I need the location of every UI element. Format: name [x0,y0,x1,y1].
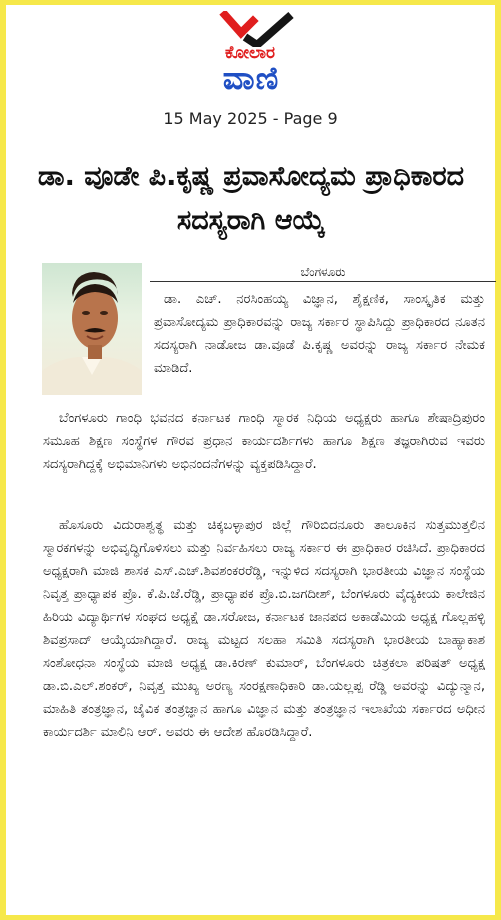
masthead [6,5,495,128]
logo-wordmark-line2: ವಾಣಿ [222,59,280,97]
edition-dateline: 15 May 2025 - Page 9 [163,109,338,128]
logo-wordmark-line1: ಕೋಲಾರ [224,43,276,63]
portrait-photo-image [42,263,142,395]
article-paragraph-1: ಡಾ. ಎಚ್. ನರಸಿಂಹಯ್ಯ ವಿಜ್ಞಾನ, ಶೈಕ್ಷಣಿಕ, ಸಾಂಸ್ಕೃತಿಕ ಮತ್ತು ಪ್ರವಾಸೋದ್ಯಮ ಪ್ರಾಧಿಕಾರವನ್ನು ರಾಜ್ಯ ಸರ್ಕಾರ ಸ್ಥಾಪಿಸಿದ್ದು ಪ್ರಾಧಿಕಾರದ ನೂತನ ಸದಸ್ಯರಾಗಿ ನಾಡೋಜ ಡಾ.ವೂಡೆ ಪಿ.ಕೃಷ್ಣ ಅವರನ್ನು ರಾಜ್ಯ ಸರ್ಕಾರ ನೇಮಕ ಮಾಡಿದೆ. [154,292,485,376]
article-paragraph-3: ಹೊಸೂರು ವಿದುರಾಶ್ವತ್ಥ ಮತ್ತು ಚಿಕ್ಕಬಳ್ಳಾಪುರ ಜಿಲ್ಲೆ ಗೌರಿಬಿದನೂರು ತಾಲೂಕಿನ ಸುತ್ತಮುತ್ತಲಿನ ಸ್ಮಾರಕಗಳನ್ನು ಅಭಿವೃದ್ಧಿಗೊಳಿಸಲು ಮತ್ತು ನಿರ್ವಹಿಸಲು ರಾಜ್ಯ ಸರ್ಕಾರ ಈ ಪ್ರಾಧಿಕಾರ ರಚಿಸಿದೆ. ಪ್ರಾಧಿಕಾರದ ಅಧ್ಯಕ್ಷರಾಗಿ ಮಾಜಿ ಶಾಸಕ ಎಸ್.ಎಚ್.ಶಿವಶಂಕರರೆಡ್ಡಿ, ಇನ್ನುಳಿದ ಸದಸ್ಯರಾಗಿ ಭಾರತೀಯ ವಿಜ್ಞಾನ ಸಂಸ್ಥೆಯ ನಿವೃತ್ತ ಪ್ರಾಧ್ಯಾಪಕ ಪ್ರೊ. ಕೆ.ಪಿ.ಜೆ.ರೆಡ್ಡಿ, ಪ್ರಾಧ್ಯಾಪಕ ಪ್ರೊ.ಬಿ.ಜಗದೀಶ್, ಬೆಂಗಳೂರು ವೈದ್ಯಕೀಯ ಕಾಲೇಜಿನ ಹಿರಿಯ ವಿದ್ಯಾರ್ಥಿಗಳ ಸಂಘದ ಅಧ್ಯಕ್ಷೆ ಡಾ.ಸರೋಜ, ಕರ್ನಾಟಕ ಜಾನಪದ ಅಕಾಡೆಮಿಯ ಅಧ್ಯಕ್ಷ ಗೊಲ್ಲಹಳ್ಳಿ ಶಿವಪ್ರಸಾದ್ ಆಯ್ಕೆಯಾಗಿದ್ದಾರೆ. ರಾಜ್ಯ ಮಟ್ಟದ ಸಲಹಾ ಸಮಿತಿ ಸದಸ್ಯರಾಗಿ ಭಾರತೀಯ ಬಾಹ್ಯಾಕಾಶ ಸಂಶೋಧನಾ ಸಂಸ್ಥೆಯ ಮಾಜಿ ಅಧ್ಯಕ್ಷ ಡಾ.ಕಿರಣ್ ಕುಮಾರ್, ಬೆಂಗಳೂರು ಚಿತ್ರಕಲಾ ಪರಿಷತ್ ಅಧ್ಯಕ್ಷ ಡಾ.ಬಿ.ಎಲ್.ಶಂಕರ್, ನಿವೃತ್ತ ಮುಖ್ಯ ಅರಣ್ಯ ಸಂರಕ್ಷಣಾಧಿಕಾರಿ ಡಾ.ಯಲ್ಲಪ್ಪ ರೆಡ್ಡಿ ಅವರನ್ನು ವಿದ್ಯುನ್ಮಾನ, ಮಾಹಿತಿ ತಂತ್ರಜ್ಞಾನ, ಜೈವಿಕ ತಂತ್ರಜ್ಞಾನ ಹಾಗೂ ವಿಜ್ಞಾನ ಮತ್ತು ತಂತ್ರಜ್ಞಾನ ಇಲಾಖೆಯ ಸರ್ಕಾರದ ಅಧೀನ ಕಾರ್ಯದರ್ಶಿ ಮಾಲಿನಿ ಆರ್. ಅವರು ಈ ಆದೇಶ ಹೊರಡಿಸಿದ್ದಾರೆ. [43,518,485,740]
article-paragraph-2: ಬೆಂಗಳೂರು ಗಾಂಧಿ ಭವನದ ಕರ್ನಾಟಕ ಗಾಂಧಿ ಸ್ಮಾರಕ ನಿಧಿಯ ಅಧ್ಯಕ್ಷರು ಹಾಗೂ ಶೇಷಾದ್ರಿಪುರಂ ಸಮೂಹ ಶಿಕ್ಷಣ ಸಂಸ್ಥೆಗಳ ಗೌರವ ಪ್ರಧಾನ ಕಾರ್ಯದರ್ಶಿಗಳು ಹಾಗೂ ಶಿಕ್ಷಣ ತಜ್ಞರಾಗಿರುವ ಇವರು ಸದಸ್ಯರಾಗಿದ್ದಕ್ಕೆ ಅಭಿಮಾನಿಗಳು ಅಭಿನಂದನೆಗಳನ್ನು ವ್ಯಕ್ತಪಡಿಸಿದ್ದಾರೆ. [43,411,485,472]
portrait-photo [42,263,142,395]
article-headline: ಡಾ. ವೂಡೇ ಪಿ.ಕೃಷ್ಣ ಪ್ರವಾಸೋದ್ಯಮ ಪ್ರಾಧಿಕಾರದ ಸದಸ್ಯರಾಗಿ ಆಯ್ಕೆ [37,161,465,236]
article-place-dateline: ಬೆಂಗಳೂರು [150,265,496,282]
check-mark-logo-icon [219,11,299,47]
newspaper-page [6,5,495,915]
